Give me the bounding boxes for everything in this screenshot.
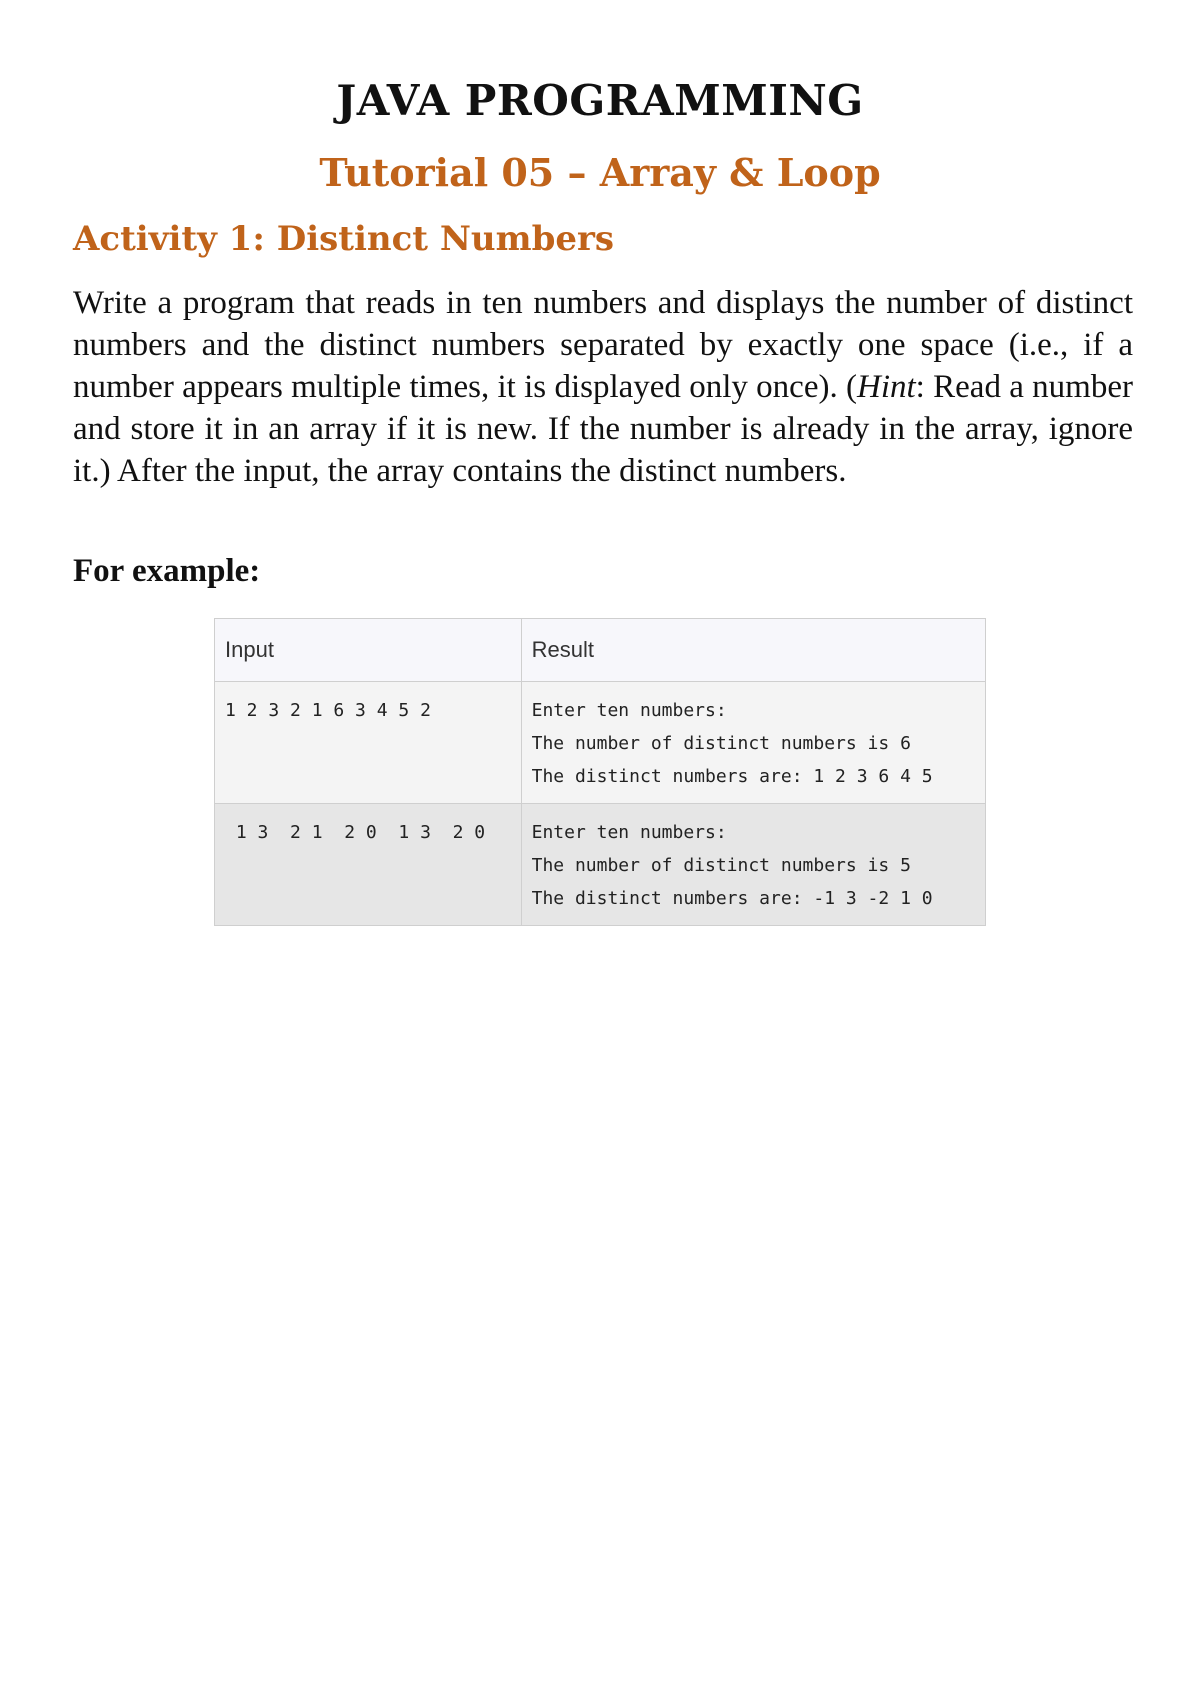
table-header-row (215, 619, 986, 682)
input-cell: 1 3 2 1 2 0 1 3 2 0 (215, 804, 522, 926)
result-line: The distinct numbers are: -1 3 -2 1 0 (531, 888, 933, 909)
examples-table (214, 618, 986, 926)
result-line: The number of distinct numbers is 5 (531, 855, 911, 876)
result-line: Enter ten numbers: (531, 822, 727, 843)
result-cell (521, 682, 985, 804)
activity-description (73, 282, 1133, 492)
result-line: The number of distinct numbers is 6 (531, 733, 911, 754)
header-input: Input (215, 619, 522, 682)
hint-word: Hint (857, 369, 916, 405)
header-result: Result (521, 619, 985, 682)
activity-text-part-1: Write a program that reads in ten numbers and displays the number of distinct numbers and the distinct numbers separated by exactly one space (i.e., if a number appears multiple times, it is displayed only once). ( (73, 285, 1133, 405)
activity-heading: Activity 1: Distinct Numbers (73, 219, 615, 259)
table-row (215, 804, 986, 926)
document-title: JAVA PROGRAMMING (336, 76, 864, 125)
example-label: For example: (73, 553, 261, 589)
result-cell (521, 804, 985, 926)
activity-text-part-2: : Read a number and store it in an array if it is new. If the number is already in the array, ignore it.) After the input, the array contains the distinct numbers. (73, 369, 1133, 489)
tutorial-subtitle: Tutorial 05 – Array & Loop (319, 150, 881, 195)
result-line: The distinct numbers are: 1 2 3 6 4 5 (531, 766, 933, 787)
input-cell: 1 2 3 2 1 6 3 4 5 2 (215, 682, 522, 804)
table-row (215, 682, 986, 804)
result-line: Enter ten numbers: (531, 700, 727, 721)
